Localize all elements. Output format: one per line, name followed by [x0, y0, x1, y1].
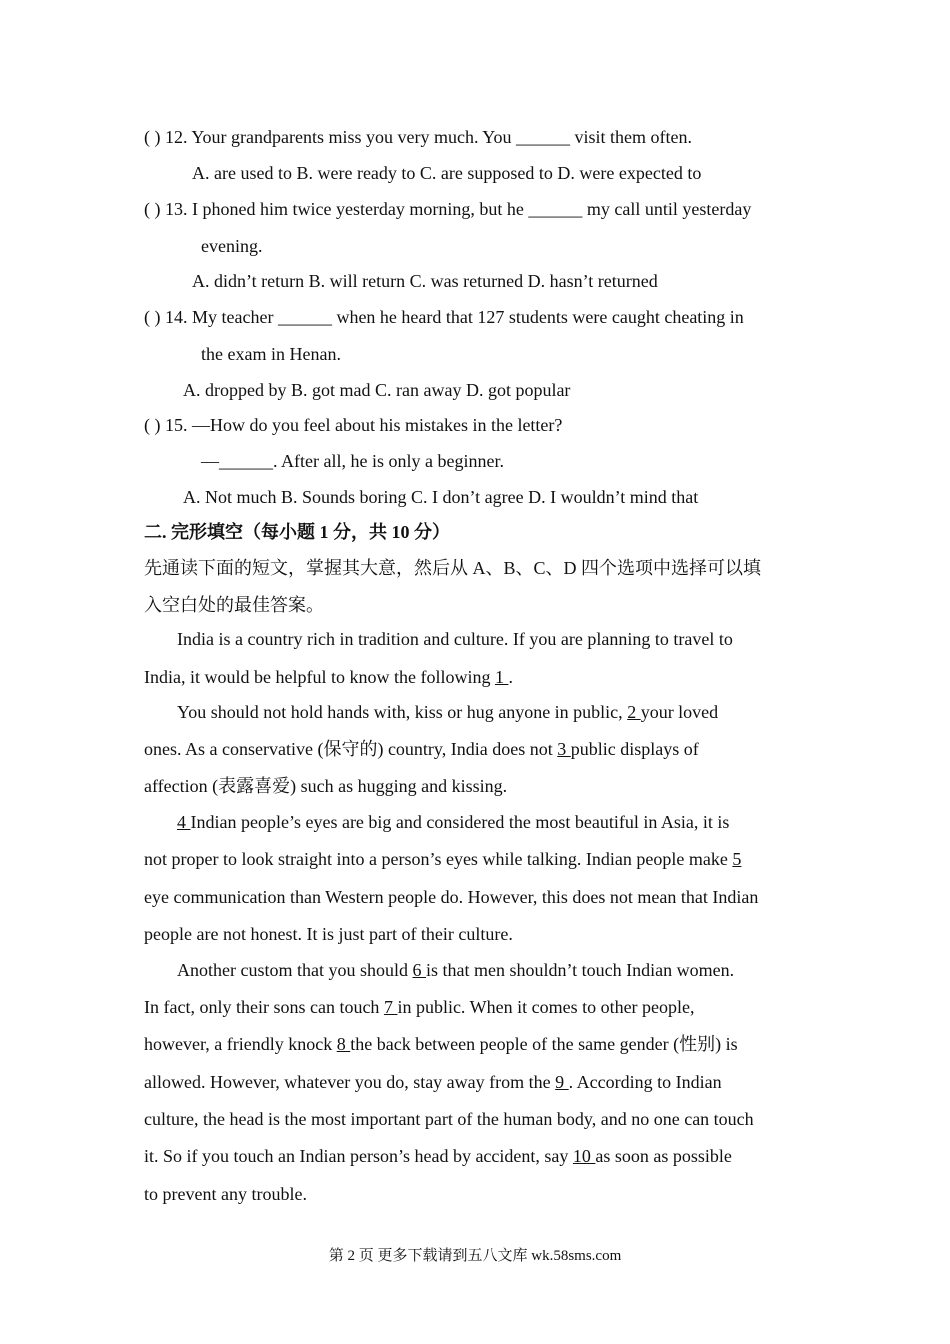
passage-p3-line-4: people are not honest. It is just part of their culture. [144, 924, 513, 944]
passage-p1-line-1: India is a country rich in tradition and culture. If you are planning to travel to [177, 629, 733, 649]
question-13-options: A. didn’t return B. will return C. was returned D. hasn’t returned [192, 271, 658, 291]
passage-p1-line-2: India, it would be helpful to know the following 1 . [144, 667, 513, 687]
blank-3: 3 [557, 739, 571, 759]
passage-p3-line-3: eye communication than Western people do. However, this does not mean that Indian [144, 887, 759, 907]
question-15-options: A. Not much B. Sounds boring C. I don’t agree D. I wouldn’t mind that [183, 487, 699, 507]
passage-p2-line-3: affection (表露喜爱) such as hugging and kissing. [144, 776, 508, 796]
blank-5: 5 [732, 849, 742, 869]
passage-p4-line-3: however, a friendly knock 8 the back between people of the same gender (性别) is [144, 1034, 738, 1054]
question-13-stem: ( ) 13. I phoned him twice yesterday morning, but he ______ my call until yesterday [144, 199, 752, 219]
question-12-options: A. are used to B. were ready to C. are supposed to D. were expected to [192, 163, 702, 183]
question-12-stem: ( ) 12. Your grandparents miss you very much. You ______ visit them often. [144, 127, 692, 147]
question-14-stem-continuation: the exam in Henan. [201, 344, 341, 364]
question-15-reply: —______. After all, he is only a beginner. [201, 451, 504, 471]
blank-10: 10 [572, 1146, 596, 1166]
page-footer: 第 2 页 更多下载请到五八文库 wk.58sms.com [328, 1248, 622, 1264]
passage-p4-line-6: it. So if you touch an Indian person’s head by accident, say 10 as soon as possible [144, 1146, 732, 1166]
question-14-stem: ( ) 14. My teacher ______ when he heard that 127 students were caught cheating in [144, 307, 744, 327]
question-14-options: A. dropped by B. got mad C. ran away D. got popular [183, 380, 571, 400]
passage-p4-line-2: In fact, only their sons can touch 7 in public. When it comes to other people, [144, 997, 695, 1017]
question-15-stem: ( ) 15. —How do you feel about his mistakes in the letter? [144, 415, 563, 435]
section-2-instruction-line-2: 入空白处的最佳答案。 [144, 595, 324, 615]
blank-8: 8 [336, 1034, 351, 1054]
blank-1: 1 [494, 667, 509, 687]
passage-p4-line-4: allowed. However, whatever you do, stay away from the 9 . According to Indian [144, 1072, 722, 1092]
passage-p2-line-1: You should not hold hands with, kiss or hug anyone in public, 2 your loved [177, 702, 719, 722]
passage-p3-line-2: not proper to look straight into a person’s eyes while talking. Indian people make 5 [144, 849, 742, 869]
passage-p3-line-1: 4 Indian people’s eyes are big and considered the most beautiful in Asia, it is [177, 812, 730, 832]
passage-p2-line-2: ones. As a conservative (保守的) country, India does not 3 public displays of [144, 739, 699, 759]
section-2-instruction-line-1: 先通读下面的短文，掌握其大意，然后从 A、B、C、D 四个选项中选择可以填 [144, 558, 762, 578]
blank-7: 7 [383, 997, 398, 1017]
passage-p4-line-7: to prevent any trouble. [144, 1184, 307, 1204]
passage-p4-line-5: culture, the head is the most important part of the human body, and no one can touch [144, 1109, 754, 1129]
blank-9: 9 [555, 1072, 569, 1092]
passage-p4-line-1: Another custom that you should 6 is that men shouldn’t touch Indian women. [177, 960, 735, 980]
blank-2: 2 [627, 702, 641, 722]
blank-4: 4 [177, 812, 191, 832]
section-2-heading: 二. 完形填空（每小题 1 分，共 10 分） [144, 522, 450, 542]
question-13-stem-continuation: evening. [201, 236, 263, 256]
blank-6: 6 [412, 960, 426, 980]
